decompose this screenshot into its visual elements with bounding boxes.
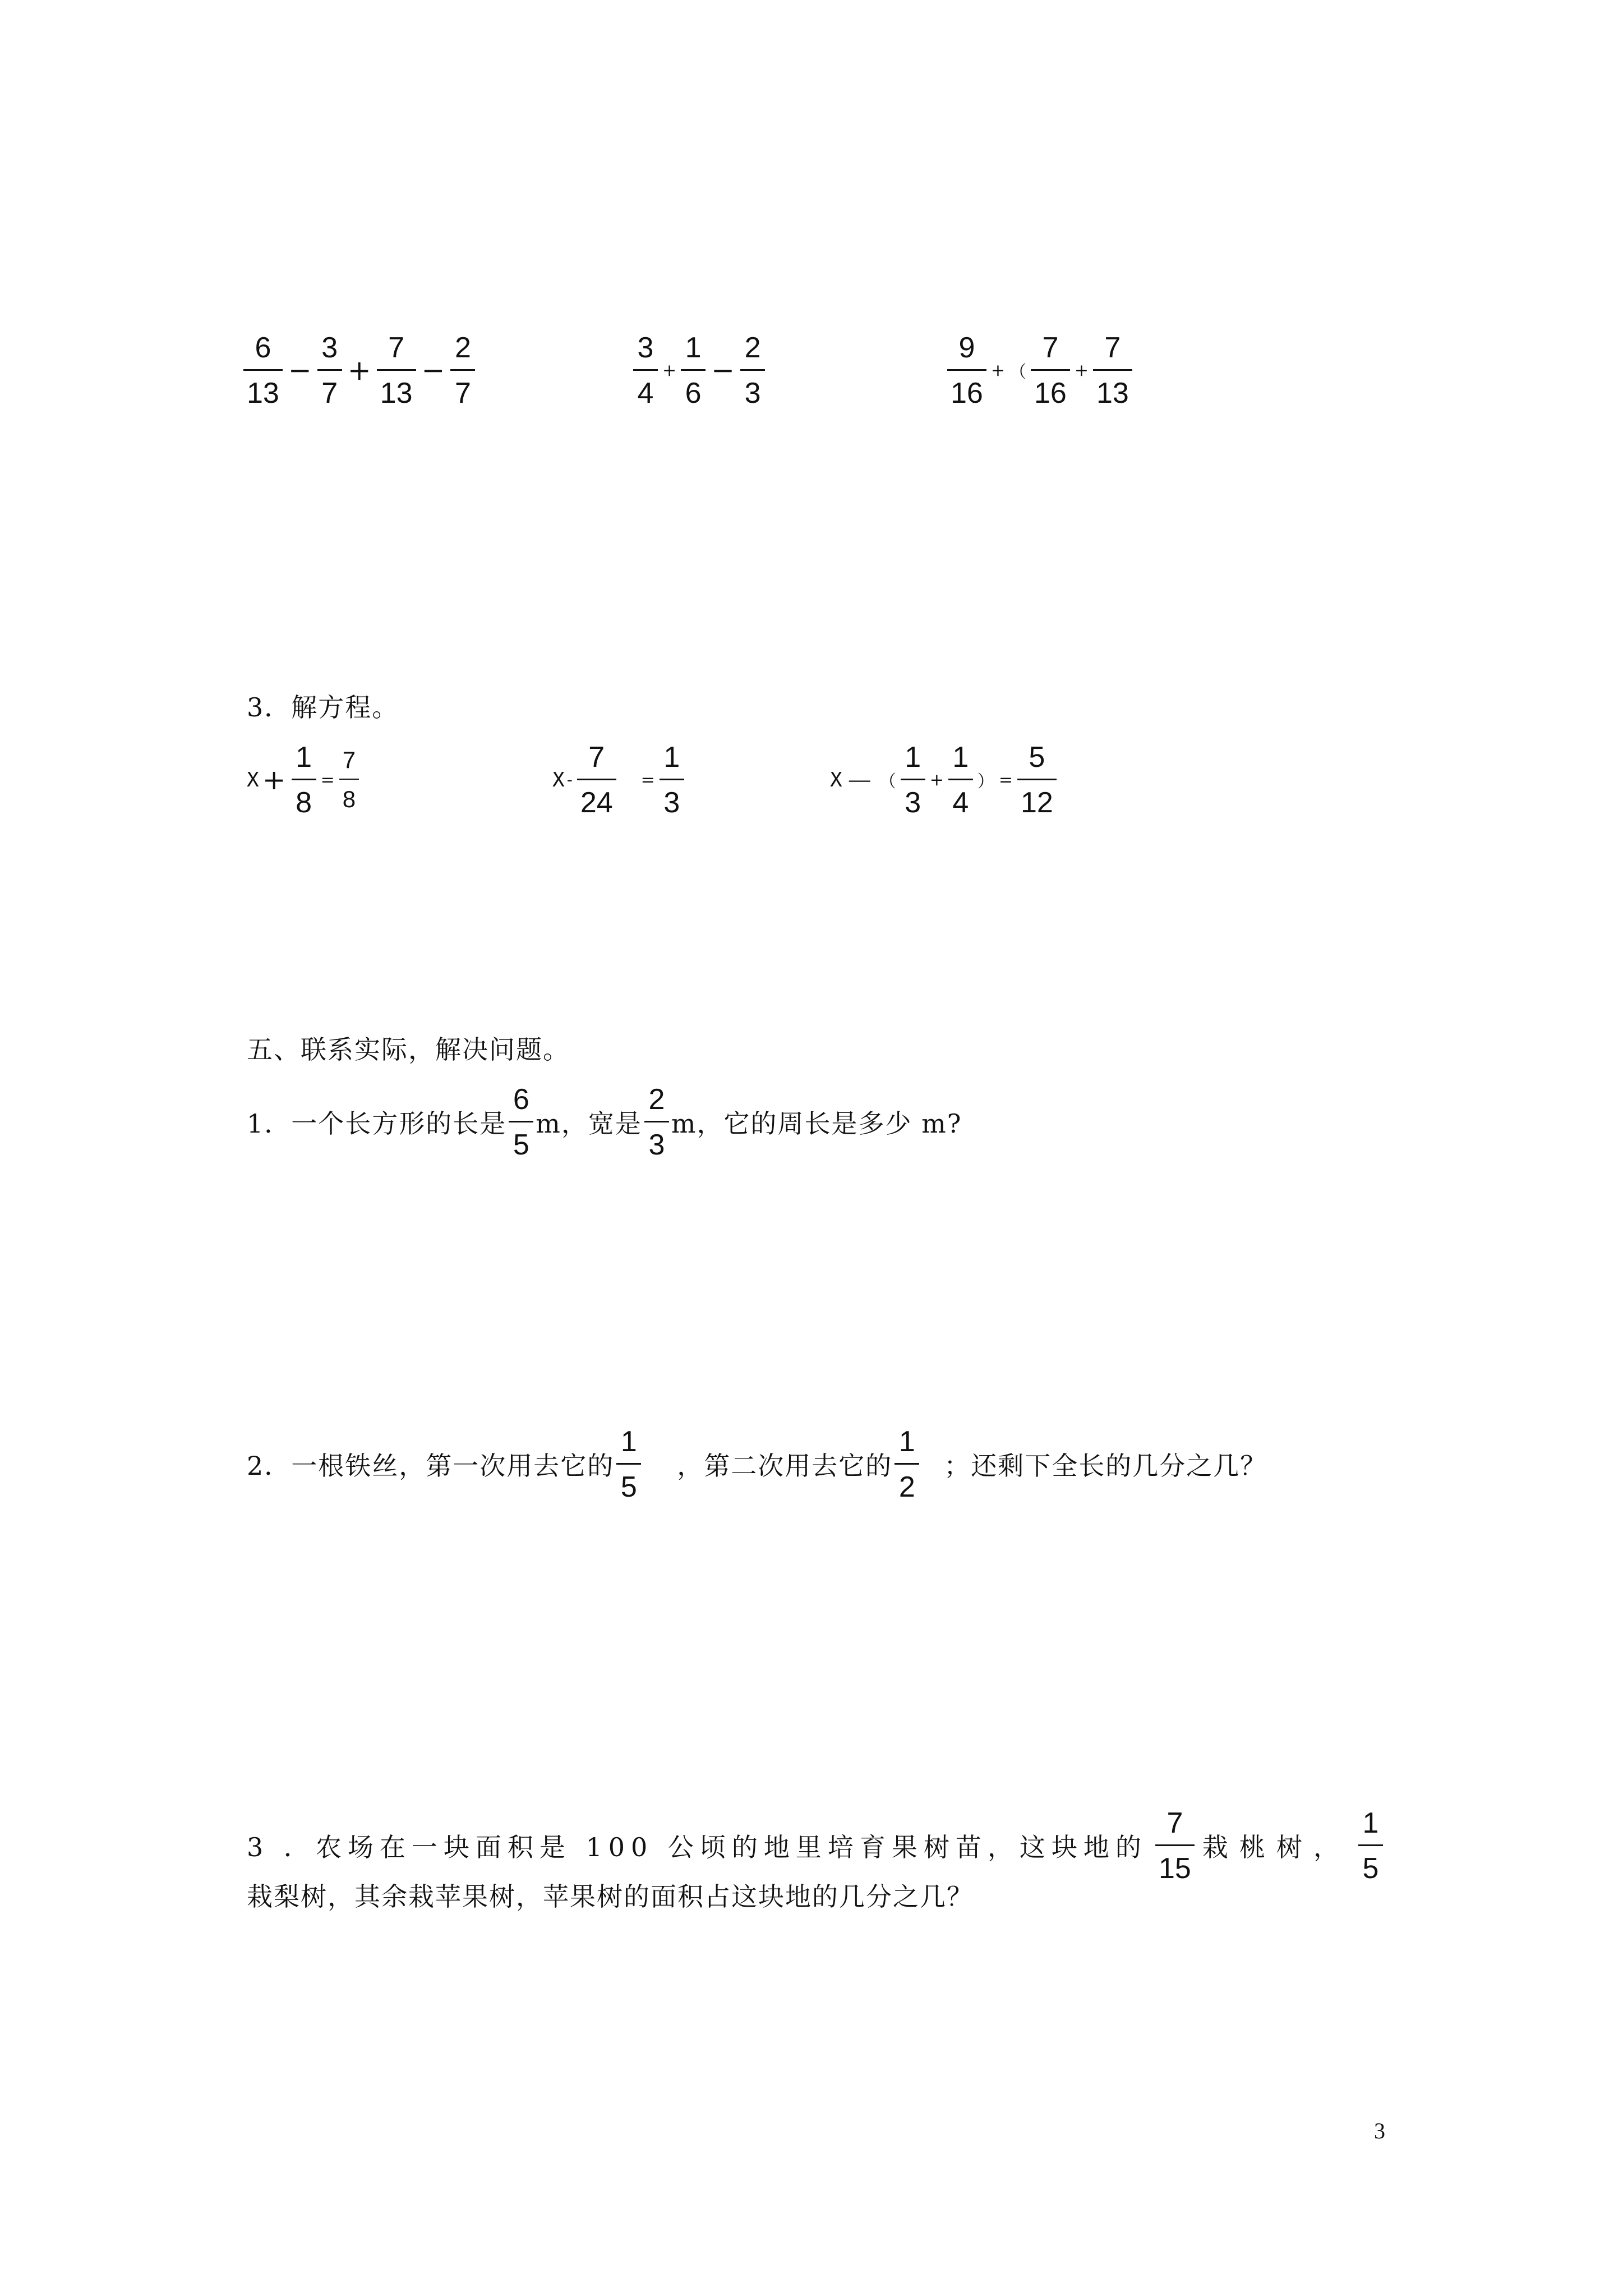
fraction: $\frac{3}{7}$ <box>317 333 342 408</box>
operator: − <box>288 354 312 386</box>
operator: － <box>845 766 874 798</box>
fraction: $\frac{1}{3}$ <box>901 743 925 817</box>
problem-3-line-2: 栽梨树，其余栽苹果树，苹果树的面积占这块地的几分之几？ <box>247 1881 974 1912</box>
problems-heading: 五、联系实际，解决问题。 <box>247 1034 570 1065</box>
fraction: $\frac{1}{4}$ <box>948 743 973 817</box>
variable: X <box>552 768 565 792</box>
fraction: $\frac{1}{6}$ <box>681 333 706 408</box>
open-paren: （ <box>879 772 896 792</box>
fraction: $\frac{1}{5}$ <box>616 1427 641 1502</box>
equals: = <box>320 770 335 790</box>
fraction: $\frac{1}{2}$ <box>895 1427 919 1502</box>
problem-text: 3 ．农场在一块面积是 100 公顷的地里培育果树苗，这块地的 <box>247 1832 1147 1862</box>
expression-2 <box>631 314 767 426</box>
problem-text: 1．一个长方形的长是 <box>247 1108 507 1139</box>
variable: X <box>830 768 842 792</box>
operator: + <box>1074 360 1089 380</box>
fraction: $\frac{7}{13}$ <box>1093 333 1132 408</box>
expression-1 <box>241 314 477 426</box>
operator: − <box>711 354 735 386</box>
fraction: $\frac{9}{16}$ <box>947 333 986 408</box>
close-paren: ） <box>977 772 994 792</box>
problem-1 <box>247 1066 962 1178</box>
fraction: $\frac{3}{4}$ <box>633 333 658 408</box>
operator: - <box>566 770 573 790</box>
fraction: $\frac{2}{3}$ <box>740 333 765 408</box>
operator: + <box>990 360 1005 380</box>
equation-1 <box>247 724 361 836</box>
expression-3 <box>945 314 1135 426</box>
page-number: 3 <box>1374 2118 1385 2143</box>
fraction: $\frac{5}{12}$ <box>1017 743 1057 817</box>
fraction: $\frac{1}{5}$ <box>1358 1809 1383 1883</box>
fraction: $\frac{7}{8}$ <box>339 748 359 811</box>
fraction: $\frac{1}{3}$ <box>660 743 684 817</box>
operator: + <box>262 763 286 796</box>
fraction: $\frac{2}{7}$ <box>450 333 475 408</box>
equation-3 <box>830 724 1059 836</box>
open-paren: （ <box>1009 362 1026 382</box>
fraction: $\frac{1}{8}$ <box>292 743 316 817</box>
operator: + <box>347 354 371 386</box>
fraction: $\frac{2}{3}$ <box>644 1085 669 1159</box>
equals: = <box>640 770 655 790</box>
fraction: $\frac{6}{13}$ <box>243 333 283 408</box>
problem-text: 栽桃树， <box>1202 1832 1350 1862</box>
operator: − <box>421 354 445 386</box>
variable: X <box>247 768 259 792</box>
problem-text: ；还剩下全长的几分之几？ <box>944 1451 1267 1481</box>
problem-2 <box>247 1408 1267 1520</box>
operator: + <box>662 360 677 380</box>
fraction: $\frac{7}{24}$ <box>577 743 616 817</box>
problem-text: ，第二次用去它的 <box>677 1451 893 1481</box>
fraction: $\frac{7}{13}$ <box>377 333 416 408</box>
problem-text: m，它的周长是多少 m? <box>671 1108 962 1139</box>
equation-2 <box>552 724 686 836</box>
fraction: $\frac{7}{16}$ <box>1031 333 1070 408</box>
operator: + <box>929 770 944 790</box>
equations-heading: 3．解方程。 <box>247 692 399 723</box>
problem-text: m，宽是 <box>536 1108 642 1139</box>
problem-text: 2．一根铁丝，第一次用去它的 <box>247 1451 615 1481</box>
equals: = <box>998 770 1013 790</box>
fraction: $\frac{6}{5}$ <box>509 1085 533 1159</box>
fraction: $\frac{7}{15}$ <box>1155 1809 1195 1883</box>
